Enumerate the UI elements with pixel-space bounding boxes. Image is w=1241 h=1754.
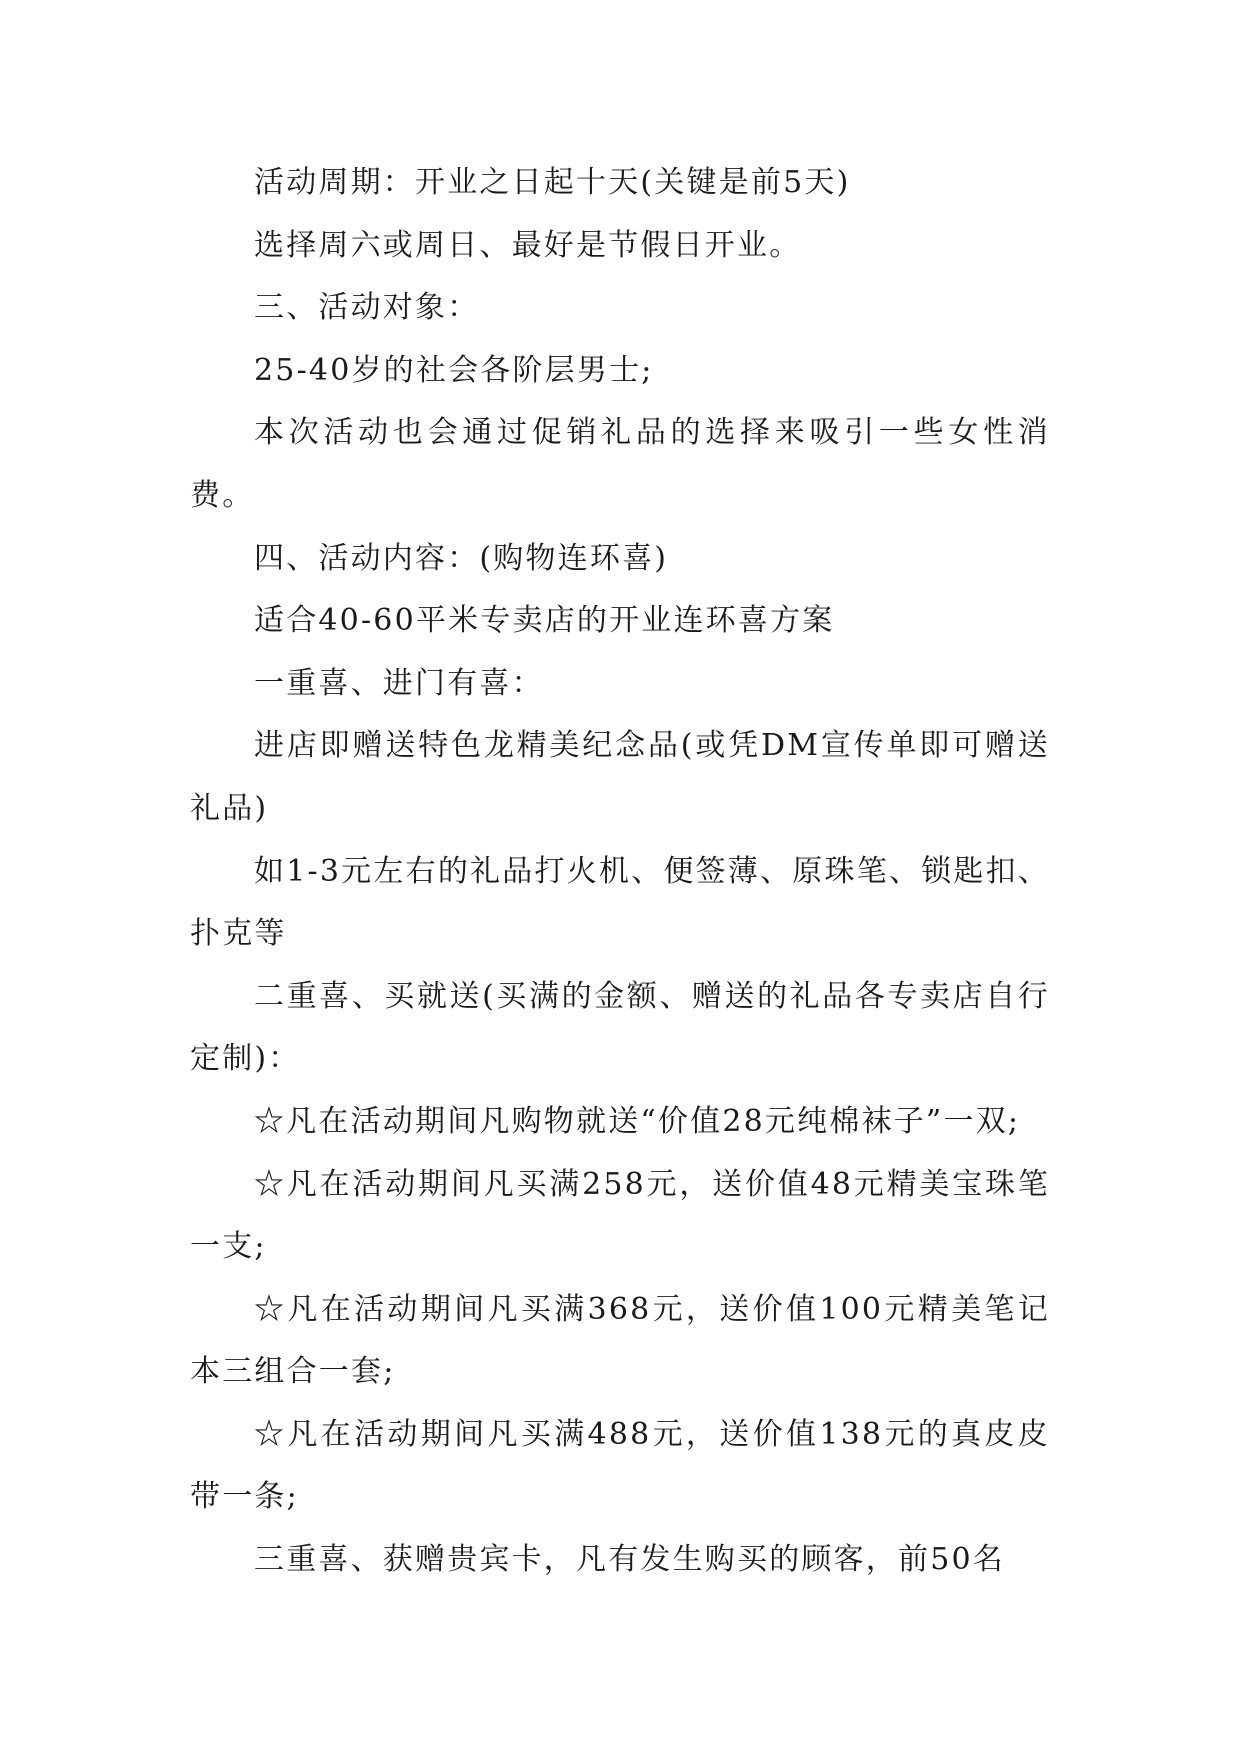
list-item-pen: ☆凡在活动期间凡买满258元，送价值48元精美宝珠笔一支;: [190, 1166, 1050, 1265]
heading-first-joy: 一重喜、进门有喜：: [254, 665, 544, 701]
paragraph-gift-examples: 如1-3元左右的礼品打火机、便签薄、原珠笔、锁匙扣、扑克等: [190, 853, 1050, 952]
section-heading-target: 三、活动对象：: [254, 290, 480, 326]
paragraph-opening-day: 选择周六或周日、最好是节假日开业。: [254, 227, 802, 263]
paragraph-target-women: 本次活动也会通过促销礼品的选择来吸引一些女性消费。: [190, 415, 1050, 513]
document-body: [190, 152, 1050, 1592]
paragraph-activity-period: 活动周期：开业之日起十天(关键是前5天): [254, 165, 851, 200]
paragraph-target-men: 25-40岁的社会各阶层男士;: [254, 352, 654, 388]
list-item-socks: ☆凡在活动期间凡购物就送“价值28元纯棉袜子”一双;: [254, 1103, 1021, 1139]
paragraph-entry-gift: 进店即赠送特色龙精美纪念品(或凭DM宣传单即可赠送礼品): [190, 728, 1050, 826]
list-item-belt: ☆凡在活动期间凡买满488元，送价值138元的真皮皮带一条;: [190, 1416, 1050, 1515]
section-heading-content: 四、活动内容：(购物连环喜): [254, 540, 669, 576]
paragraph-store-plan: 适合40-60平米专卖店的开业连环喜方案: [254, 603, 835, 639]
heading-second-joy: 二重喜、买就送(买满的金额、赠送的礼品各专卖店自行定制)：: [190, 978, 1050, 1077]
heading-third-joy: 三重喜、获赠贵宾卡，凡有发生购买的顾客，前50名: [254, 1542, 1005, 1578]
list-item-notebook: ☆凡在活动期间凡买满368元，送价值100元精美笔记本三组合一套;: [190, 1291, 1050, 1390]
